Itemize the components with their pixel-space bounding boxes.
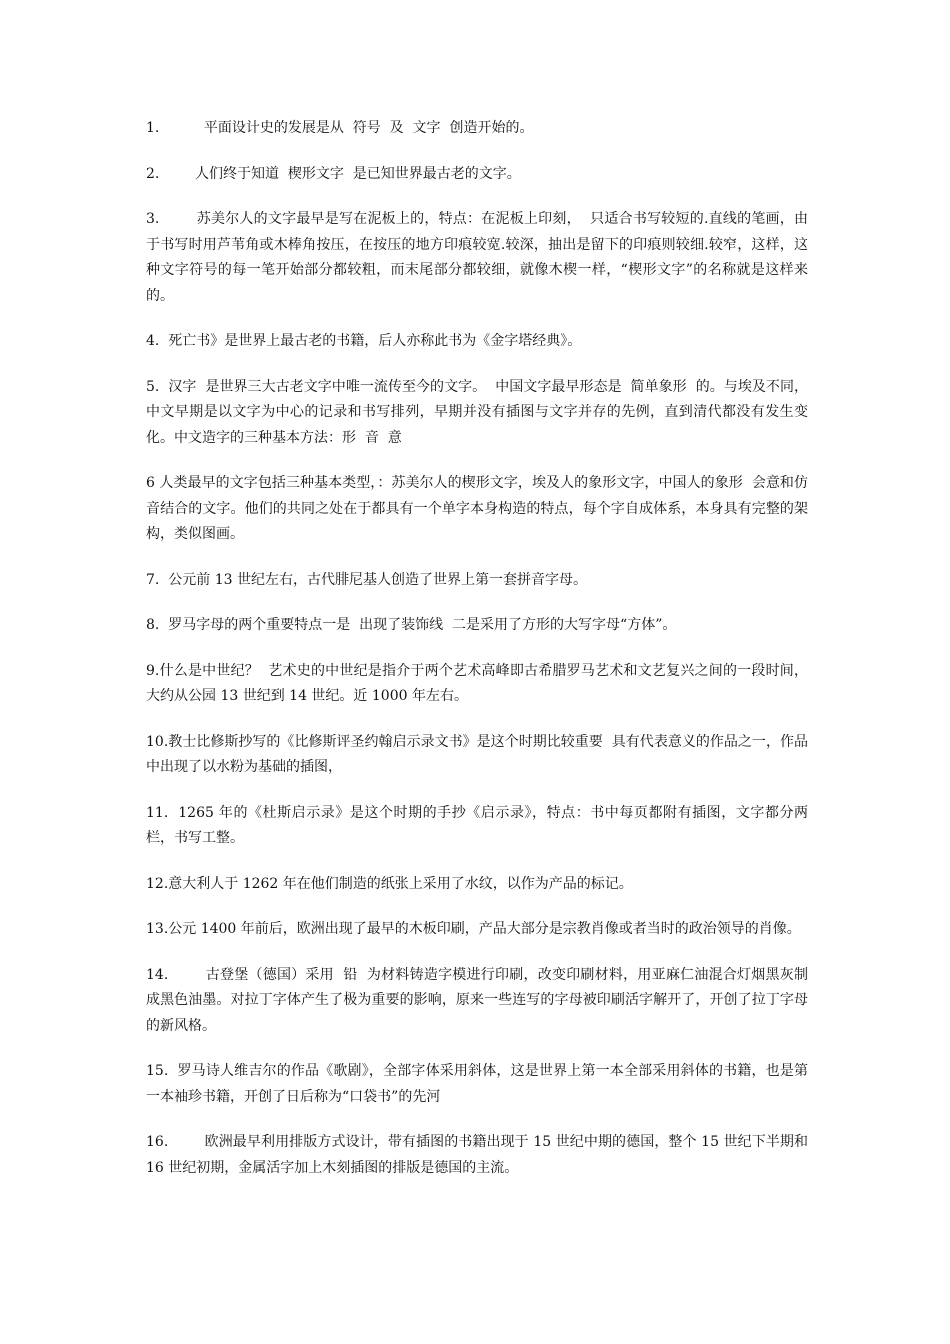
paragraph-14: 14. 古登堡（德国）采用 铅 为材料铸造字模进行印刷，改变印刷材料，用亚麻仁油混合灯烟黑灰制成黑色油墨。对拉丁字体产生了极为重要的影响，原来一些连写的字母被印刷活字解开了，开创了拉丁字母的新风格。 xyxy=(146,966,808,1034)
paragraph-2: 2. 人们终于知道 楔形文字 是已知世界最古老的文字。 xyxy=(146,165,521,182)
paragraph-16: 16. 欧洲最早利用排版方式设计，带有插图的书籍出现于 15 世纪中期的德国，整个 15 世纪下半期和 16 世纪初期，金属活字加上木刻插图的排版是德国的主流。 xyxy=(146,1134,813,1176)
paragraph-13: 13.公元 1400 年前后，欧洲出现了最早的木板印刷，产品大部分是宗教肖像或者当时的政治领导的肖像。 xyxy=(146,921,801,937)
paragraph-1: 1. 平面设计史的发展是从 符号 及 文字 创造开始的。 xyxy=(146,120,534,136)
document-body xyxy=(146,116,813,1201)
paragraph-6: 6 人类最早的文字包括三种基本类型，：苏美尔人的楔形文字，埃及人的象形文字，中国人的象形 会意和仿音结合的文字。他们的共同之处在于都具有一个单字本身构造的特点，每个字自成体系，本身具有完整的架构，类似图画。 xyxy=(146,475,808,542)
paragraph-10: 10.教士比修斯抄写的《比修斯评圣约翰启示录文书》是这个时期比较重要 具有代表意义的作品之一，作品中出现了以水粉为基础的插图， xyxy=(146,733,808,775)
paragraph-11: 11. 1265 年的《杜斯启示录》是这个时期的手抄《启示录》，特点：书中每页都附有插图，文字都分两栏，书写工整。 xyxy=(146,804,808,846)
paragraph-7: 7. 公元前 13 世纪左右，古代腓尼基人创造了世界上第一套拼音字母。 xyxy=(146,571,587,588)
paragraph-5: 5. 汉字 是世界三大古老文字中唯一流传至今的文字。 中国文字最早形态是 简单象形 的。与埃及不同，中文早期是以文字为中心的记录和书写排列，早期并没有插图与文字并存的先例，直到清代都没有发生变化。中文造字的三种基本方法：形 音 意 xyxy=(146,378,808,446)
paragraph-15: 15. 罗马诗人维吉尔的作品《歌剧》，全部字体采用斜体，这是世界上第一本全部采用斜体的书籍，也是第一本袖珍书籍，开创了日后称为“口袋书”的先河 xyxy=(146,1063,808,1105)
paragraph-3: 3. 苏美尔人的文字最早是写在泥板上的，特点：在泥板上印刻， 只适合书写较短的.直线的笔画，由于书写时用芦苇角或木棒角按压，在按压的地方印痕较宽.较深，抽出是留下的印痕则较细.较窄，这样，这种文字符号的每一笔开始部分都较粗，而末尾部分都较细，就像木楔一样，“楔形文字”的名称就是这样来的。 xyxy=(146,211,808,304)
paragraph-4: 4. 死亡书》是世界上最古老的书籍，后人亦称此书为《金字塔经典》。 xyxy=(146,333,582,349)
paragraph-9: 9.什么是中世纪？ 艺术史的中世纪是指介于两个艺术高峰即古希腊罗马艺术和文艺复兴之间的一段时间，大约从公园 13 世纪到 14 世纪。近 1000 年左右。 xyxy=(146,662,808,704)
paragraph-8: 8. 罗马字母的两个重要特点一是 出现了装饰线 二是采用了方形的大写字母“方体”。 xyxy=(146,617,677,633)
paragraph-12: 12.意大利人于 1262 年在他们制造的纸张上采用了水纹，以作为产品的标记。 xyxy=(146,875,633,892)
